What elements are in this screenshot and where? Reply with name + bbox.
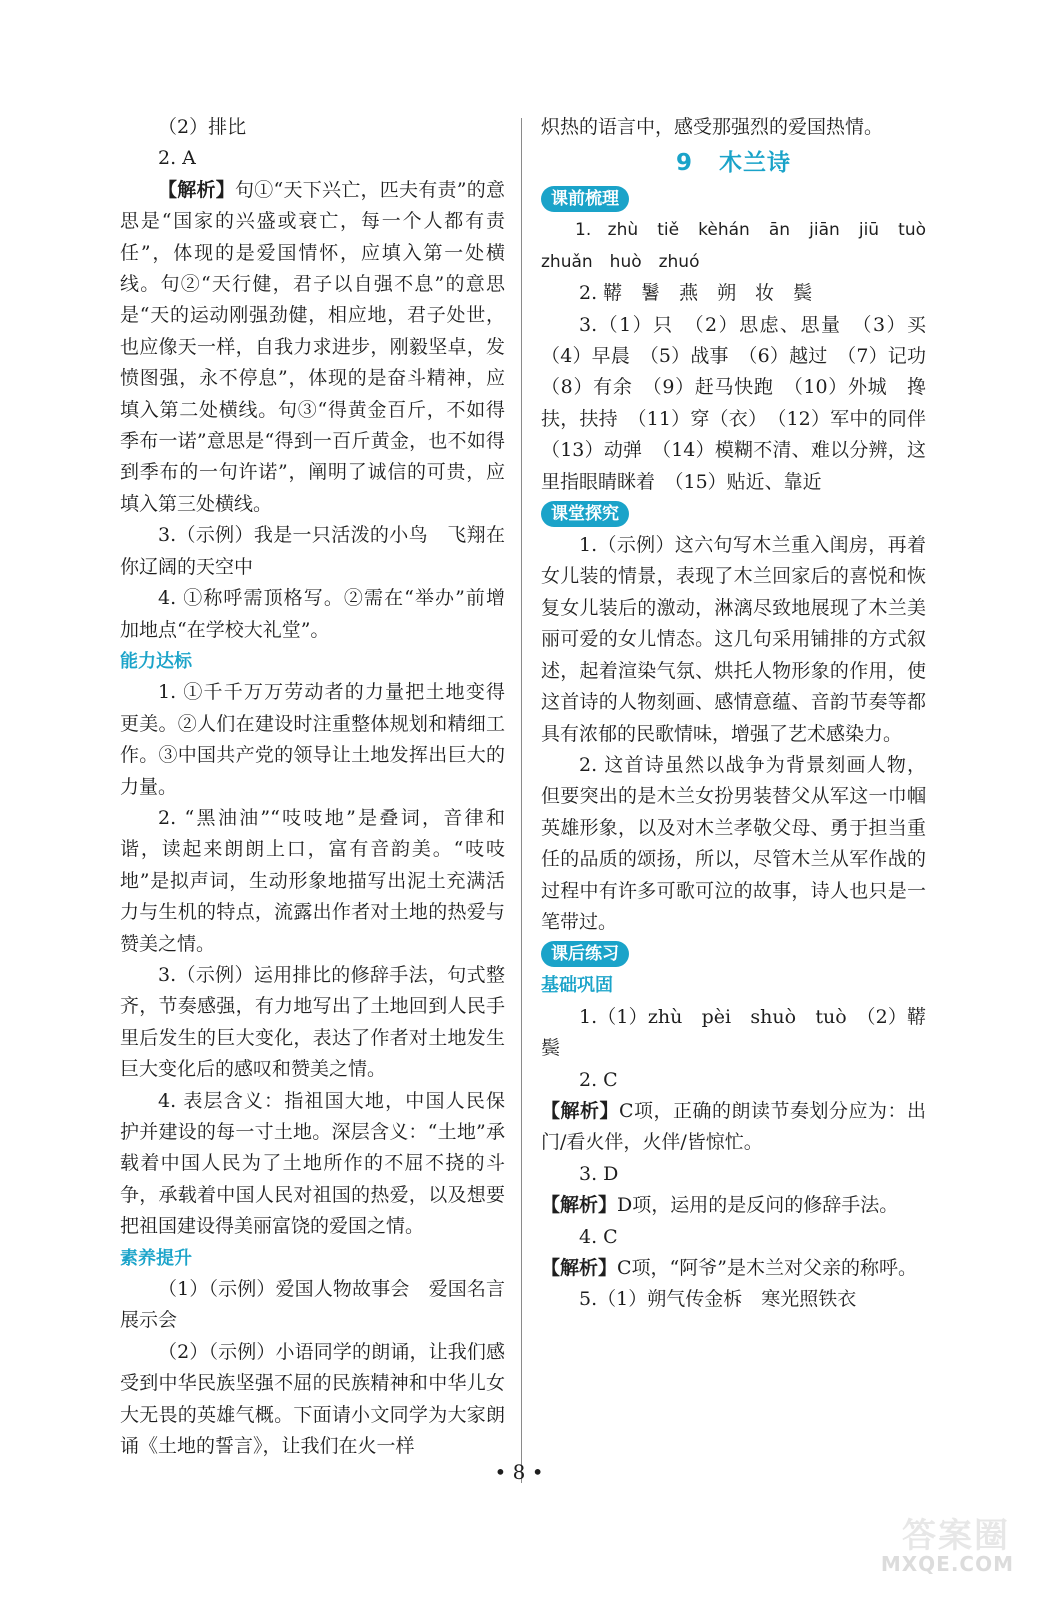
analysis-label: 【解析】 (541, 1194, 618, 1217)
watermark-cn: 答案圈 (902, 1516, 1010, 1556)
page-number: • 8 • (494, 1460, 544, 1484)
answer-line: 2. 鞯 鬐 燕 朔 妆 鬓 (579, 282, 813, 305)
continued-line: 炽热的语言中，感受那强烈的爱国热情。 (541, 116, 884, 138)
watermark-en: MXQE.COM (880, 1552, 1014, 1576)
answer-line: （2）排比 (158, 116, 247, 138)
analysis-label: 【解析】 (158, 178, 236, 201)
lesson-title (541, 143, 926, 183)
answer-paragraph: 2. 这首诗虽然以战争为背景刻画人物，但要突出的是木兰女扮男装替父从军这一巾帼英雄形象，以及对木兰孝敬父母、勇于担当重任的品质的颂扬，所以，尽管木兰从军作战的过程中有许多可歌可泣的故事，诗人也只是一笔带过。 (541, 753, 926, 933)
answer-paragraph: 4. 表层含义：指祖国大地，中国人民保护并建设的每一寸土地。深层含义：“土地”承载着中国人民为了土地所作的不屈不挠的斗争，承载着中国人民对祖国的热爱，以及想要把祖国建设得美丽富饶的爱国之情。 (120, 1089, 505, 1238)
analysis-paragraph (120, 175, 505, 520)
section-heading-quality: 素养提升 (120, 1247, 192, 1269)
tag-pre-class: 课前梳理 (541, 186, 629, 212)
answer-paragraph: 3.（1）只 （2）思虑、思量 （3）买 （4）早晨 （5）战事 （6）越过 （7）记功 （8）有余 （9）赶马快跑 （10）外城 搀扶，扶持 （11）穿（衣） （12）军中的同伴 （13）动弹 （14）模糊不清、难以分辨，这里指眼睛眯着 （15）贴近、靠近 (541, 313, 946, 493)
lesson-number: 9 (675, 150, 693, 177)
tag-in-class: 课堂探究 (541, 501, 629, 527)
answer-line: 1.（1）zhù pèi shuò tuò （2）鞯 鬓 (541, 1005, 946, 1060)
answer-line: 4. ①称呼需顶格写。②需在“举办”前增加地点“在学校大礼堂”。 (120, 587, 505, 641)
answer-paragraph: （1）（示例）爱国人物故事会 爱国名言展示会 (120, 1278, 505, 1332)
answer-line: 2. A (158, 147, 196, 170)
answer-line: 3. D (579, 1162, 619, 1185)
analysis-label: 【解析】 (541, 1257, 618, 1279)
answer-paragraph: 1.（示例）这六句写木兰重入闺房，再着女儿装的情景，表现了木兰回家后的喜悦和恢复女儿装后的激动，淋漓尽致地展现了木兰美丽可爱的女儿情态。这几句采用铺排的方式叙述，起着渲染气氛、烘托人物形象的作用，使这首诗的人物刻画、感情意蕴、音韵节奏等都具有浓郁的民歌情味，增强了艺术感染力。 (541, 534, 926, 745)
analysis-text: C项，正确的朗读节奏划分应为：出门/看火伴，火伴/皆惊忙。 (541, 1099, 926, 1154)
analysis-text: C项，“阿爷”是木兰对父亲的称呼。 (617, 1257, 917, 1279)
answer-line: 4. C (579, 1225, 618, 1248)
answer-paragraph: 1. ①千千万万劳动者的力量把土地变得更美。②人们在建设时注重整体规划和精细工作。③中国共产党的领导让土地发挥出巨大的力量。 (120, 681, 505, 798)
answer-paragraph: （2）（示例）小语同学的朗诵，让我们感受到中华民族坚强不屈的民族精神和中华儿女大无畏的英雄气概。下面请小文同学为大家朗诵《土地的誓言》，让我们在火一样 (120, 1340, 505, 1458)
pinyin-answer: 1. zhù tiě kèhán ān jiān jiū tuò zhuǎn huò zhuó (541, 220, 943, 272)
right-column (541, 112, 946, 1316)
watermark-logo (854, 1508, 1014, 1576)
analysis-label: 【解析】 (541, 1099, 619, 1122)
section-heading-ability: 能力达标 (120, 650, 192, 672)
tag-after-class: 课后练习 (541, 941, 629, 967)
answer-paragraph: 3.（示例）运用排比的修辞手法，句式整齐，节奏感强，有力地写出了土地回到人民手里后发生的巨大变化，表达了作者对土地发生巨大变化后的感叹和赞美之情。 (120, 963, 505, 1081)
analysis-paragraph (541, 1253, 926, 1284)
analysis-text: 句①“天下兴亡，匹夫有责”的意思是“国家的兴盛或衰亡，每一个人都有责任”，体现的是爱国情怀，应填入第一处横线。句②“天行健，君子以自强不息”的意思是“天的运动刚强劲健，相应地，君子处世，也应像天一样，自我力求进步，刚毅坚卓，发愤图强，永不停息”，体现的是奋斗精神，应填入第二处横线。句③“得黄金百斤，不如得季布一诺”意思是“得到一百斤黄金，也不如得到季布的一句许诺”，阐明了诚信的可贵，应填入第三处横线。 (120, 178, 505, 515)
answer-paragraph: 2. “黑油油”“吱吱地”是叠词，音律和谐，读起来朗朗上口，富有音韵美。“吱吱地”是拟声词，生动形象地描写出泥土充满活力与生机的特点，流露出作者对土地的热爱与赞美之情。 (120, 806, 505, 955)
answer-line: 3.（示例）我是一只活泼的小鸟 飞翔在你辽阔的天空中 (120, 524, 505, 578)
column-divider (521, 118, 522, 1483)
analysis-paragraph (541, 1190, 926, 1221)
answer-line: 5.（1）朔气传金柝 寒光照铁衣 (579, 1288, 857, 1311)
answer-line: 2. C (579, 1068, 618, 1091)
analysis-text: D项，运用的是反问的修辞手法。 (617, 1194, 899, 1217)
left-column (120, 112, 505, 1462)
lesson-title-text: 木兰诗 (719, 150, 791, 177)
analysis-paragraph (541, 1096, 926, 1159)
section-heading-basic: 基础巩固 (541, 975, 613, 997)
